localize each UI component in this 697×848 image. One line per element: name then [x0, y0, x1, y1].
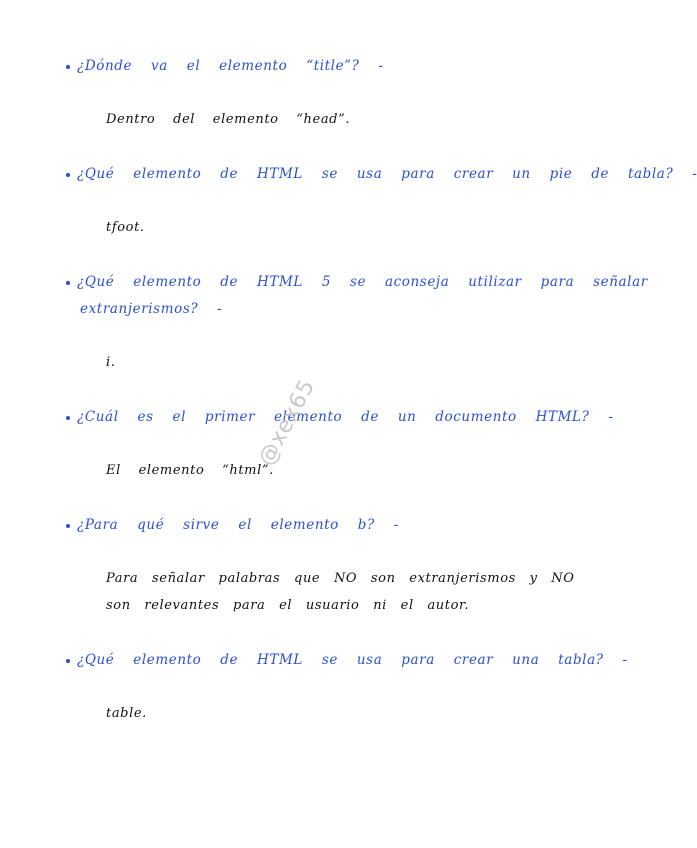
bullet-icon [66, 659, 70, 663]
question-1: ¿Dónde va el elemento “title”? - [66, 58, 384, 74]
question-5: ¿Para qué sirve el elemento b? - [66, 517, 399, 533]
question-4: ¿Cuál es el primer elemento de un documento HTML? - [66, 409, 614, 425]
answer-3: i. [106, 355, 116, 370]
question-3-line-2: extranjerismos? - [80, 301, 223, 317]
bullet-icon [66, 173, 70, 177]
answer-5-line-2: son relevantes para el usuario ni el autor. [106, 598, 470, 613]
answer-4: El elemento “html”. [106, 463, 274, 478]
answer-5-line-1: Para señalar palabras que NO son extranjerismos y NO [106, 571, 575, 586]
answer-2: tfoot. [106, 220, 145, 235]
question-6: ¿Qué elemento de HTML se usa para crear una tabla? - [66, 652, 628, 668]
bullet-icon [66, 524, 70, 528]
bullet-icon [66, 416, 70, 420]
bullet-icon [66, 281, 70, 285]
bullet-icon [66, 65, 70, 69]
answer-1: Dentro del elemento “head”. [106, 112, 351, 127]
watermark: @xex65 [254, 374, 321, 471]
answer-6: table. [106, 706, 147, 721]
question-3-line-1: ¿Qué elemento de HTML 5 se aconseja utilizar para señalar [66, 274, 648, 290]
question-2: ¿Qué elemento de HTML se usa para crear un pie de tabla? - [66, 166, 697, 182]
